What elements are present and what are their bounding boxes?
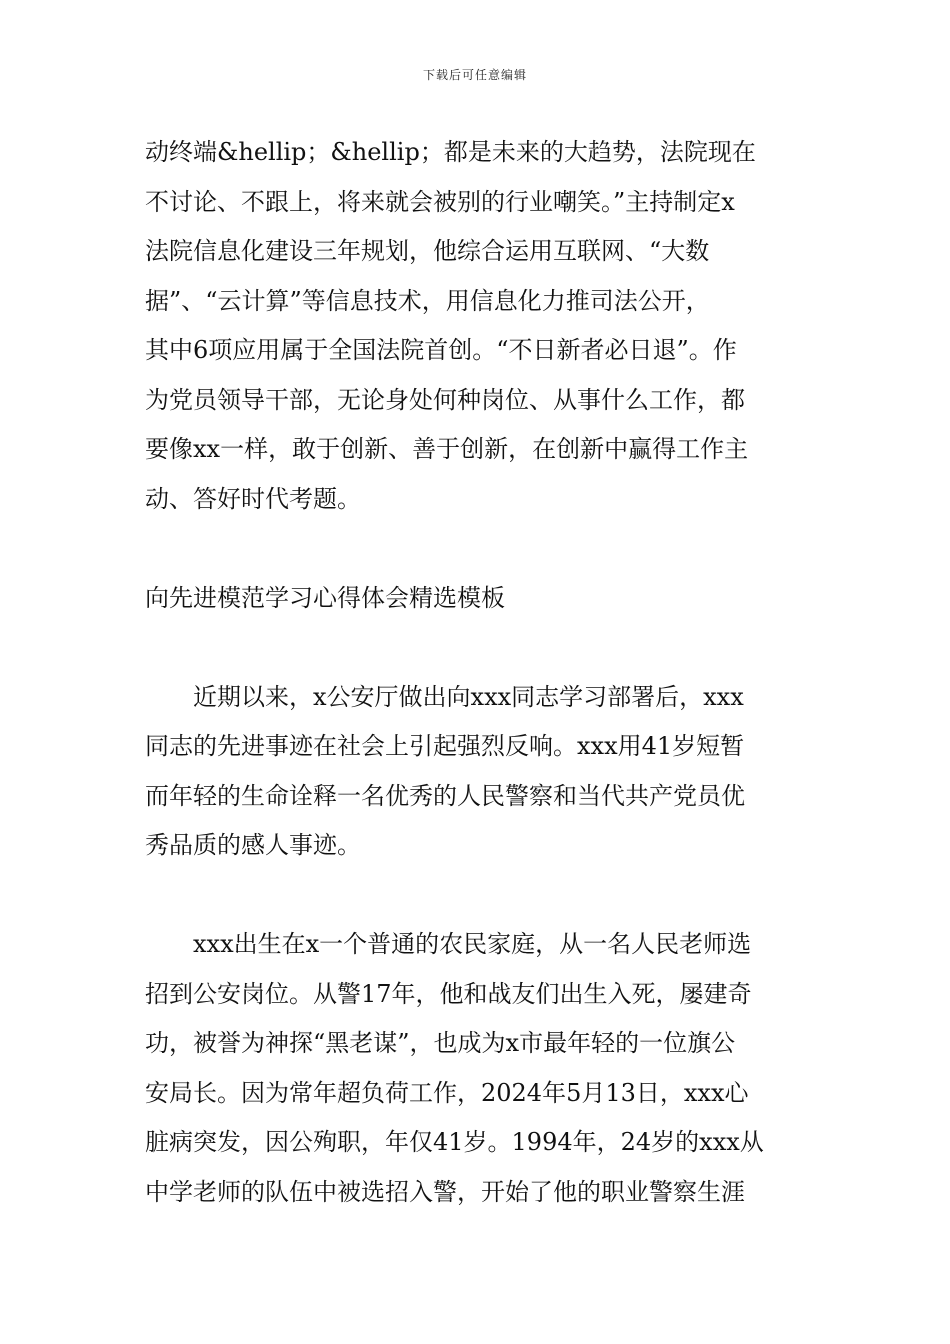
text-line: 其中6项应用属于全国法院首创。“不日新者必日退”。作 (145, 336, 737, 364)
text-line: 据”、“云计算”等信息技术，用信息化力推司法公开， (145, 286, 710, 315)
section-title: 向先进模范学习心得体会精选模板 (145, 583, 505, 612)
text-line: 中学老师的队伍中被选招入警，开始了他的职业警察生涯 (145, 1177, 745, 1206)
text-line: 不讨论、不跟上，将来就会被别的行业嘲笑。”主持制定x (145, 187, 735, 216)
paragraph-spacer (145, 871, 807, 921)
paragraph-spacer (145, 524, 807, 574)
text-line: 秀品质的感人事迹。 (145, 831, 361, 859)
text-line: 安局长。因为常年超负荷工作，2024年5月13日，xxx心 (145, 1078, 749, 1107)
text-line: 同志的先进事迹在社会上引起强烈反响。xxx用41岁短暂 (145, 732, 745, 760)
text-line: 法院信息化建设三年规划，他综合运用互联网、“大数 (145, 237, 710, 265)
text-line: 动、答好时代考题。 (145, 484, 361, 513)
document-body (145, 128, 807, 1217)
text-line: 近期以来，x公安厅做出向xxx同志学习部署后，xxx (193, 682, 744, 711)
text-line: xxx出生在x一个普通的农民家庭，从一名人民老师选 (193, 930, 752, 958)
text-line: 为党员领导干部，无论身处何种岗位、从事什么工作，都 (145, 385, 745, 414)
text-line: 功，被誉为神探“黑老谋”，也成为x市最年轻的一位旗公 (145, 1029, 736, 1057)
paragraph-continued (145, 128, 807, 524)
paragraph-2 (145, 920, 807, 1217)
page-header: 下载后可任意编辑 (422, 68, 527, 82)
text-line: 动终端&hellip；&hellip；都是未来的大趋势，法院现在 (145, 138, 756, 166)
text-line: 而年轻的生命诠释一名优秀的人民警察和当代共产党员优 (145, 781, 745, 810)
text-line: 要像xx一样，敢于创新、善于创新，在创新中赢得工作主 (145, 435, 749, 463)
paragraph-1 (145, 673, 807, 871)
text-line: 招到公安岗位。从警17年，他和战友们出生入死，屡建奇 (145, 979, 752, 1008)
text-line: 脏病突发，因公殉职，年仅41岁。1994年，24岁的xxx从 (145, 1128, 764, 1156)
paragraph-spacer (145, 623, 807, 673)
